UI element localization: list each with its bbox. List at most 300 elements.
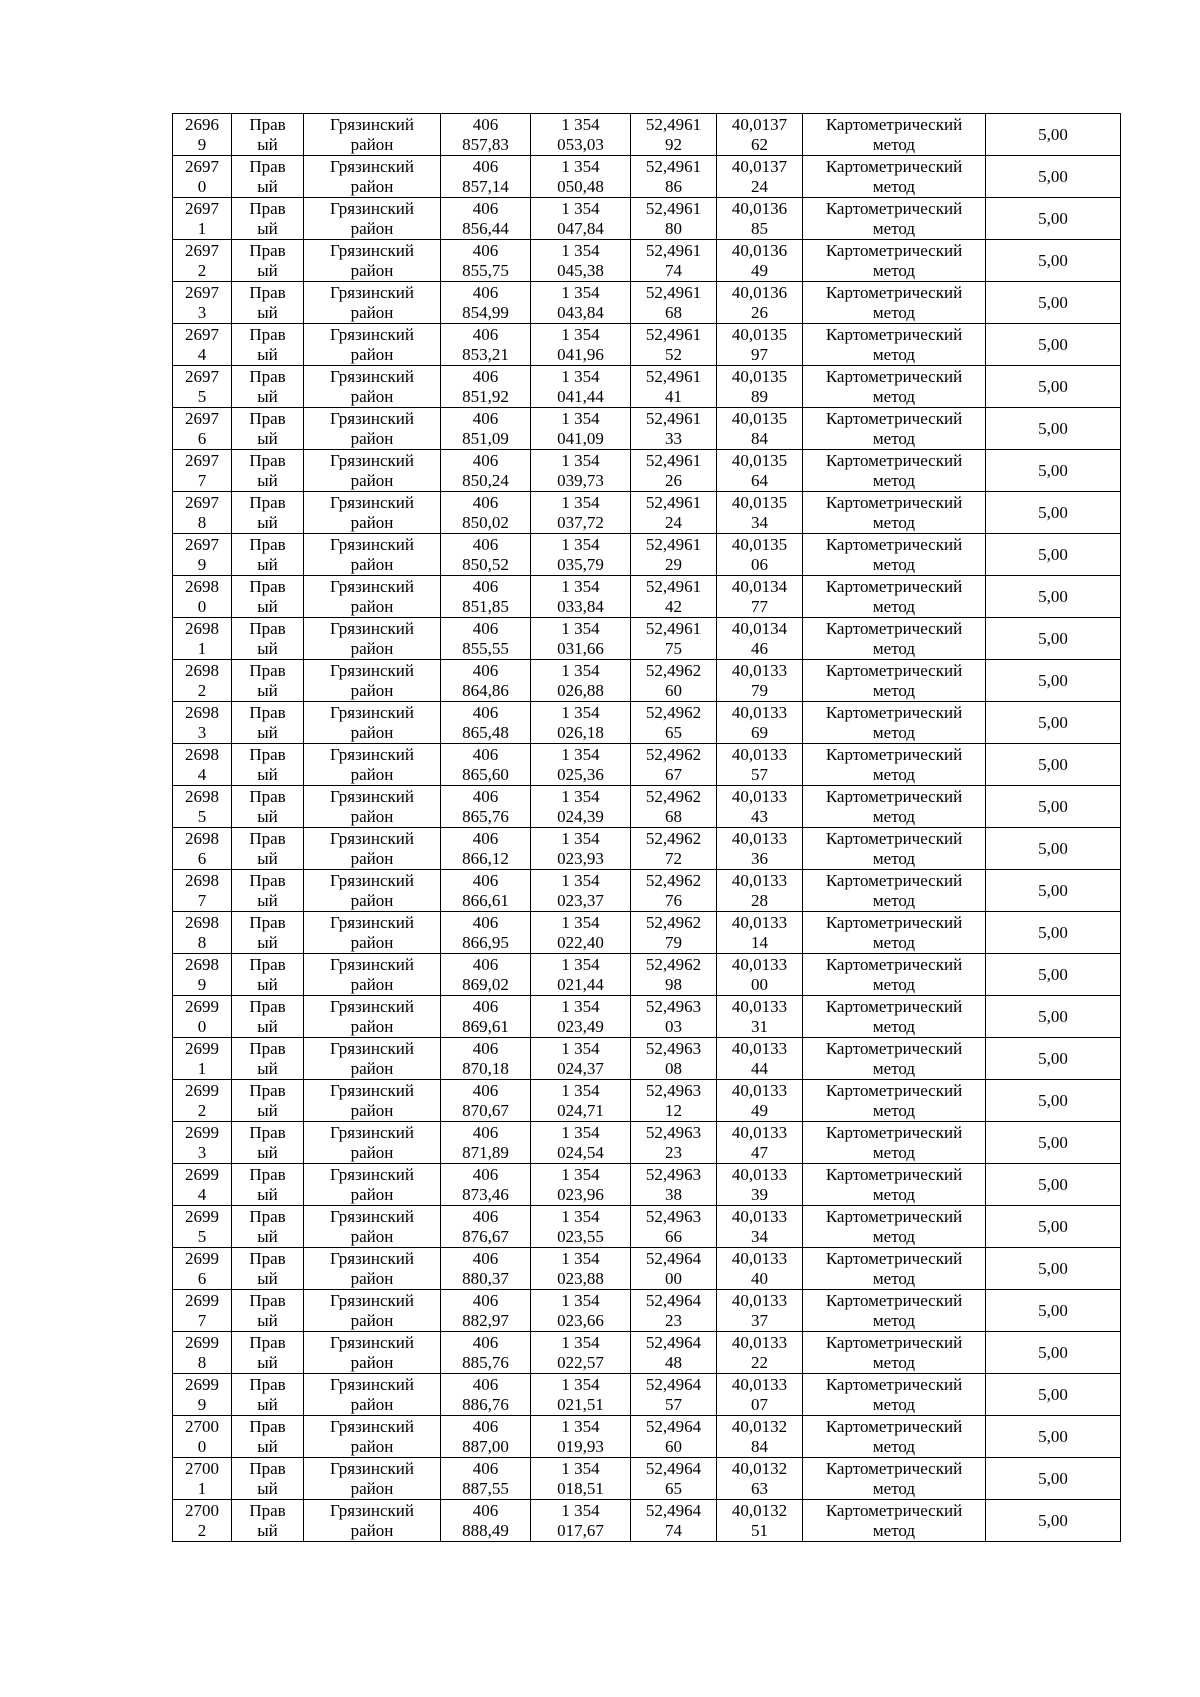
district-cell-line: район [350, 1394, 394, 1414]
y-coordinate-cell [531, 576, 631, 618]
y-coordinate-cell-line: 1 354 [561, 660, 600, 680]
method-cell [803, 114, 986, 156]
latitude-cell [631, 954, 717, 996]
y-coordinate-cell-line: 024,54 [557, 1142, 604, 1162]
y-coordinate-cell-line: 024,71 [557, 1100, 604, 1120]
bank-side-cell-line: ый [257, 260, 278, 280]
table-body [173, 114, 1121, 1542]
point-number-cell-line: 0 [197, 1016, 207, 1036]
latitude-cell-line: 79 [665, 932, 682, 952]
bank-side-cell-line: ый [257, 1226, 278, 1246]
bank-side-cell-line: Прав [249, 912, 286, 932]
y-coordinate-cell [531, 828, 631, 870]
method-cell-line: Картометрический [825, 1248, 963, 1268]
longitude-cell [717, 744, 803, 786]
latitude-cell [631, 408, 717, 450]
y-coordinate-cell-line: 041,09 [557, 428, 604, 448]
district-cell-line: Грязинский [330, 114, 414, 134]
method-cell [803, 828, 986, 870]
bank-side-cell-line: ый [257, 1142, 278, 1162]
longitude-cell [717, 1374, 803, 1416]
accuracy-cell: 5,00 [986, 870, 1121, 912]
x-coordinate-cell-line: 406 [472, 1038, 499, 1058]
x-coordinate-cell-line: 851,92 [462, 386, 509, 406]
latitude-cell-line: 52,4961 [645, 156, 702, 176]
latitude-cell-line: 52,4962 [645, 912, 702, 932]
district-cell-line: Грязинский [330, 492, 414, 512]
method-cell-line: метод [872, 596, 916, 616]
latitude-cell [631, 996, 717, 1038]
x-coordinate-cell [441, 786, 531, 828]
point-number-cell-line: 6 [197, 1268, 207, 1288]
bank-side-cell [232, 786, 304, 828]
method-cell-line: Картометрический [825, 450, 963, 470]
longitude-cell-line: 40,0133 [731, 660, 788, 680]
x-coordinate-cell [441, 1374, 531, 1416]
latitude-cell [631, 1164, 717, 1206]
district-cell-line: район [350, 386, 394, 406]
latitude-cell-line: 52,4963 [645, 1122, 702, 1142]
longitude-cell-line: 43 [751, 806, 768, 826]
longitude-cell-line: 40,0133 [731, 702, 788, 722]
y-coordinate-cell [531, 1374, 631, 1416]
accuracy-cell: 5,00 [986, 1164, 1121, 1206]
y-coordinate-cell-line: 023,88 [557, 1268, 604, 1288]
x-coordinate-cell-line: 869,02 [462, 974, 509, 994]
point-number-cell-line: 4 [197, 764, 207, 784]
accuracy-cell: 5,00 [986, 828, 1121, 870]
point-number-cell-line: 1 [197, 218, 207, 238]
y-coordinate-cell [531, 996, 631, 1038]
bank-side-cell-line: Прав [249, 1458, 286, 1478]
x-coordinate-cell-line: 406 [472, 1206, 499, 1226]
x-coordinate-cell [441, 618, 531, 660]
method-cell-line: Картометрический [825, 240, 963, 260]
latitude-cell-line: 52,4961 [645, 240, 702, 260]
y-coordinate-cell [531, 1416, 631, 1458]
table-row [173, 828, 1121, 870]
point-number-cell-line: 2699 [185, 1122, 219, 1142]
point-number-cell [173, 1038, 232, 1080]
bank-side-cell-line: Прав [249, 1374, 286, 1394]
longitude-cell [717, 534, 803, 576]
x-coordinate-cell [441, 492, 531, 534]
point-number-cell-line: 2699 [185, 1248, 219, 1268]
longitude-cell-line: 39 [751, 1184, 768, 1204]
x-coordinate-cell [441, 1038, 531, 1080]
longitude-cell-line: 79 [751, 680, 768, 700]
x-coordinate-cell [441, 954, 531, 996]
longitude-cell-line: 40,0133 [731, 1248, 788, 1268]
latitude-cell [631, 1122, 717, 1164]
bank-side-cell [232, 408, 304, 450]
y-coordinate-cell [531, 114, 631, 156]
method-cell-line: Картометрический [825, 198, 963, 218]
table-row [173, 492, 1121, 534]
district-cell-line: Грязинский [330, 1416, 414, 1436]
district-cell-line: район [350, 1142, 394, 1162]
accuracy-cell: 5,00 [986, 702, 1121, 744]
longitude-cell-line: 40,0137 [731, 114, 788, 134]
point-number-cell-line: 2697 [185, 366, 219, 386]
accuracy-cell: 5,00 [986, 1458, 1121, 1500]
y-coordinate-cell-line: 026,18 [557, 722, 604, 742]
x-coordinate-cell-line: 886,76 [462, 1394, 509, 1414]
longitude-cell-line: 40,0134 [731, 618, 788, 638]
latitude-cell-line: 52,4961 [645, 618, 702, 638]
longitude-cell-line: 40,0136 [731, 282, 788, 302]
point-number-cell-line: 2697 [185, 492, 219, 512]
y-coordinate-cell-line: 1 354 [561, 114, 600, 134]
x-coordinate-cell-line: 855,55 [462, 638, 509, 658]
x-coordinate-cell [441, 1122, 531, 1164]
point-number-cell [173, 954, 232, 996]
point-number-cell-line: 2699 [185, 1374, 219, 1394]
accuracy-cell: 5,00 [986, 366, 1121, 408]
method-cell-line: Картометрический [825, 1290, 963, 1310]
latitude-cell-line: 33 [665, 428, 682, 448]
latitude-cell [631, 450, 717, 492]
method-cell-line: метод [872, 638, 916, 658]
method-cell-line: Картометрический [825, 1416, 963, 1436]
latitude-cell [631, 324, 717, 366]
y-coordinate-cell [531, 870, 631, 912]
table-row [173, 156, 1121, 198]
y-coordinate-cell-line: 1 354 [561, 954, 600, 974]
district-cell-line: Грязинский [330, 450, 414, 470]
y-coordinate-cell-line: 022,40 [557, 932, 604, 952]
method-cell-line: Картометрический [825, 366, 963, 386]
x-coordinate-cell-line: 865,60 [462, 764, 509, 784]
y-coordinate-cell [531, 282, 631, 324]
method-cell-line: Картометрический [825, 660, 963, 680]
x-coordinate-cell-line: 406 [472, 408, 499, 428]
y-coordinate-cell-line: 1 354 [561, 156, 600, 176]
point-number-cell-line: 7 [197, 890, 207, 910]
longitude-cell [717, 114, 803, 156]
point-number-cell-line: 2699 [185, 996, 219, 1016]
x-coordinate-cell-line: 406 [472, 870, 499, 890]
longitude-cell [717, 156, 803, 198]
x-coordinate-cell-line: 406 [472, 114, 499, 134]
point-number-cell [173, 1416, 232, 1458]
x-coordinate-cell [441, 282, 531, 324]
point-number-cell-line: 2 [197, 260, 207, 280]
bank-side-cell-line: Прав [249, 702, 286, 722]
district-cell [304, 198, 441, 240]
district-cell [304, 114, 441, 156]
longitude-cell-line: 40,0133 [731, 1332, 788, 1352]
x-coordinate-cell [441, 1164, 531, 1206]
method-cell-line: Картометрический [825, 1206, 963, 1226]
district-cell-line: Грязинский [330, 366, 414, 386]
x-coordinate-cell [441, 828, 531, 870]
x-coordinate-cell-line: 850,24 [462, 470, 509, 490]
latitude-cell [631, 1206, 717, 1248]
bank-side-cell [232, 744, 304, 786]
longitude-cell [717, 408, 803, 450]
latitude-cell-line: 52,4963 [645, 1038, 702, 1058]
point-number-cell-line: 2697 [185, 156, 219, 176]
method-cell-line: метод [872, 1478, 916, 1498]
longitude-cell [717, 1206, 803, 1248]
x-coordinate-cell-line: 406 [472, 618, 499, 638]
y-coordinate-cell [531, 1248, 631, 1290]
bank-side-cell-line: ый [257, 722, 278, 742]
latitude-cell-line: 52,4961 [645, 198, 702, 218]
x-coordinate-cell-line: 850,02 [462, 512, 509, 532]
latitude-cell-line: 52,4961 [645, 576, 702, 596]
bank-side-cell-line: ый [257, 1478, 278, 1498]
y-coordinate-cell [531, 1290, 631, 1332]
method-cell-line: метод [872, 1016, 916, 1036]
district-cell-line: Грязинский [330, 1164, 414, 1184]
method-cell-line: метод [872, 134, 916, 154]
latitude-cell-line: 86 [665, 176, 682, 196]
y-coordinate-cell-line: 1 354 [561, 1248, 600, 1268]
point-number-cell-line: 8 [197, 932, 207, 952]
y-coordinate-cell-line: 1 354 [561, 492, 600, 512]
latitude-cell-line: 52,4964 [645, 1290, 702, 1310]
y-coordinate-cell [531, 408, 631, 450]
bank-side-cell-line: Прав [249, 786, 286, 806]
bank-side-cell [232, 912, 304, 954]
district-cell [304, 618, 441, 660]
method-cell-line: метод [872, 302, 916, 322]
x-coordinate-cell-line: 869,61 [462, 1016, 509, 1036]
longitude-cell-line: 40,0135 [731, 366, 788, 386]
method-cell-line: Картометрический [825, 1122, 963, 1142]
longitude-cell-line: 06 [751, 554, 768, 574]
table-row [173, 660, 1121, 702]
method-cell [803, 1500, 986, 1542]
method-cell-line: метод [872, 1394, 916, 1414]
district-cell-line: Грязинский [330, 1038, 414, 1058]
y-coordinate-cell [531, 786, 631, 828]
x-coordinate-cell-line: 876,67 [462, 1226, 509, 1246]
bank-side-cell-line: ый [257, 344, 278, 364]
bank-side-cell [232, 240, 304, 282]
district-cell-line: Грязинский [330, 1290, 414, 1310]
method-cell-line: метод [872, 932, 916, 952]
point-number-cell-line: 2699 [185, 1038, 219, 1058]
x-coordinate-cell-line: 406 [472, 492, 499, 512]
table-row [173, 114, 1121, 156]
latitude-cell [631, 1248, 717, 1290]
bank-side-cell-line: ый [257, 932, 278, 952]
x-coordinate-cell-line: 406 [472, 240, 499, 260]
y-coordinate-cell-line: 021,44 [557, 974, 604, 994]
latitude-cell-line: 52,4964 [645, 1374, 702, 1394]
x-coordinate-cell-line: 406 [472, 1416, 499, 1436]
x-coordinate-cell-line: 406 [472, 828, 499, 848]
bank-side-cell [232, 1164, 304, 1206]
x-coordinate-cell-line: 871,89 [462, 1142, 509, 1162]
method-cell-line: метод [872, 218, 916, 238]
method-cell [803, 786, 986, 828]
latitude-cell-line: 74 [665, 260, 682, 280]
bank-side-cell-line: Прав [249, 744, 286, 764]
y-coordinate-cell [531, 1080, 631, 1122]
method-cell-line: метод [872, 680, 916, 700]
longitude-cell-line: 47 [751, 1142, 768, 1162]
bank-side-cell [232, 1080, 304, 1122]
x-coordinate-cell-line: 406 [472, 450, 499, 470]
x-coordinate-cell [441, 1416, 531, 1458]
point-number-cell [173, 240, 232, 282]
method-cell-line: метод [872, 722, 916, 742]
method-cell [803, 660, 986, 702]
latitude-cell-line: 80 [665, 218, 682, 238]
y-coordinate-cell-line: 1 354 [561, 786, 600, 806]
longitude-cell [717, 1416, 803, 1458]
point-number-cell-line: 2 [197, 680, 207, 700]
bank-side-cell [232, 1038, 304, 1080]
longitude-cell-line: 40,0133 [731, 996, 788, 1016]
x-coordinate-cell [441, 576, 531, 618]
longitude-cell-line: 40 [751, 1268, 768, 1288]
bank-side-cell-line: Прав [249, 1080, 286, 1100]
latitude-cell-line: 68 [665, 302, 682, 322]
method-cell-line: Картометрический [825, 282, 963, 302]
x-coordinate-cell-line: 888,49 [462, 1520, 509, 1540]
latitude-cell-line: 23 [665, 1142, 682, 1162]
latitude-cell-line: 52,4961 [645, 492, 702, 512]
table-row [173, 1248, 1121, 1290]
bank-side-cell-line: ый [257, 1268, 278, 1288]
point-number-cell-line: 6 [197, 848, 207, 868]
district-cell-line: район [350, 1226, 394, 1246]
longitude-cell [717, 912, 803, 954]
point-number-cell [173, 282, 232, 324]
point-number-cell-line: 2 [197, 1100, 207, 1120]
point-number-cell-line: 0 [197, 176, 207, 196]
point-number-cell-line: 2699 [185, 1080, 219, 1100]
district-cell-line: район [350, 1478, 394, 1498]
method-cell [803, 198, 986, 240]
method-cell-line: Картометрический [825, 912, 963, 932]
point-number-cell-line: 2698 [185, 618, 219, 638]
point-number-cell-line: 2699 [185, 1290, 219, 1310]
latitude-cell-line: 52,4964 [645, 1458, 702, 1478]
method-cell [803, 492, 986, 534]
longitude-cell-line: 40,0132 [731, 1500, 788, 1520]
method-cell-line: Картометрический [825, 1038, 963, 1058]
longitude-cell-line: 24 [751, 176, 768, 196]
point-number-cell [173, 660, 232, 702]
longitude-cell-line: 40,0136 [731, 198, 788, 218]
point-number-cell-line: 8 [197, 1352, 207, 1372]
bank-side-cell-line: Прав [249, 282, 286, 302]
accuracy-cell: 5,00 [986, 618, 1121, 660]
bank-side-cell [232, 366, 304, 408]
point-number-cell-line: 2696 [185, 114, 219, 134]
x-coordinate-cell-line: 406 [472, 282, 499, 302]
longitude-cell-line: 40,0133 [731, 1206, 788, 1226]
district-cell-line: район [350, 638, 394, 658]
x-coordinate-cell-line: 406 [472, 996, 499, 1016]
y-coordinate-cell-line: 1 354 [561, 1332, 600, 1352]
x-coordinate-cell-line: 406 [472, 1332, 499, 1352]
bank-side-cell-line: ый [257, 764, 278, 784]
district-cell [304, 744, 441, 786]
y-coordinate-cell [531, 366, 631, 408]
x-coordinate-cell-line: 865,48 [462, 722, 509, 742]
longitude-cell-line: 89 [751, 386, 768, 406]
y-coordinate-cell [531, 1500, 631, 1542]
point-number-cell-line: 2697 [185, 240, 219, 260]
accuracy-cell: 5,00 [986, 1080, 1121, 1122]
x-coordinate-cell-line: 873,46 [462, 1184, 509, 1204]
method-cell-line: метод [872, 470, 916, 490]
method-cell [803, 282, 986, 324]
point-number-cell-line: 7 [197, 1310, 207, 1330]
bank-side-cell-line: Прав [249, 1164, 286, 1184]
x-coordinate-cell-line: 406 [472, 324, 499, 344]
district-cell-line: Грязинский [330, 1122, 414, 1142]
point-number-cell-line: 2698 [185, 786, 219, 806]
y-coordinate-cell-line: 023,93 [557, 848, 604, 868]
longitude-cell [717, 198, 803, 240]
longitude-cell-line: 44 [751, 1058, 768, 1078]
table-row [173, 1038, 1121, 1080]
accuracy-cell: 5,00 [986, 282, 1121, 324]
method-cell [803, 1206, 986, 1248]
latitude-cell-line: 65 [665, 1478, 682, 1498]
latitude-cell-line: 65 [665, 722, 682, 742]
latitude-cell [631, 576, 717, 618]
point-number-cell [173, 450, 232, 492]
method-cell [803, 450, 986, 492]
bank-side-cell [232, 1290, 304, 1332]
bank-side-cell-line: ый [257, 428, 278, 448]
point-number-cell-line: 2697 [185, 324, 219, 344]
point-number-cell-line: 2699 [185, 1332, 219, 1352]
bank-side-cell-line: ый [257, 1352, 278, 1372]
district-cell [304, 786, 441, 828]
latitude-cell-line: 72 [665, 848, 682, 868]
point-number-cell-line: 2699 [185, 1206, 219, 1226]
x-coordinate-cell [441, 1248, 531, 1290]
point-number-cell [173, 1374, 232, 1416]
accuracy-cell: 5,00 [986, 1290, 1121, 1332]
method-cell-line: Картометрический [825, 786, 963, 806]
latitude-cell-line: 26 [665, 470, 682, 490]
bank-side-cell [232, 618, 304, 660]
table-row [173, 534, 1121, 576]
district-cell [304, 450, 441, 492]
point-number-cell-line: 2700 [185, 1500, 219, 1520]
accuracy-cell: 5,00 [986, 198, 1121, 240]
latitude-cell-line: 52,4961 [645, 114, 702, 134]
accuracy-cell: 5,00 [986, 954, 1121, 996]
longitude-cell [717, 1332, 803, 1374]
longitude-cell-line: 40,0135 [731, 408, 788, 428]
point-number-cell [173, 492, 232, 534]
district-cell [304, 1332, 441, 1374]
table-row [173, 870, 1121, 912]
latitude-cell [631, 1038, 717, 1080]
y-coordinate-cell-line: 1 354 [561, 534, 600, 554]
point-number-cell-line: 5 [197, 386, 207, 406]
longitude-cell-line: 40,0133 [731, 1290, 788, 1310]
table-row [173, 1164, 1121, 1206]
bank-side-cell-line: ый [257, 596, 278, 616]
bank-side-cell-line: Прав [249, 828, 286, 848]
longitude-cell-line: 57 [751, 764, 768, 784]
bank-side-cell [232, 198, 304, 240]
longitude-cell-line: 40,0133 [731, 1122, 788, 1142]
